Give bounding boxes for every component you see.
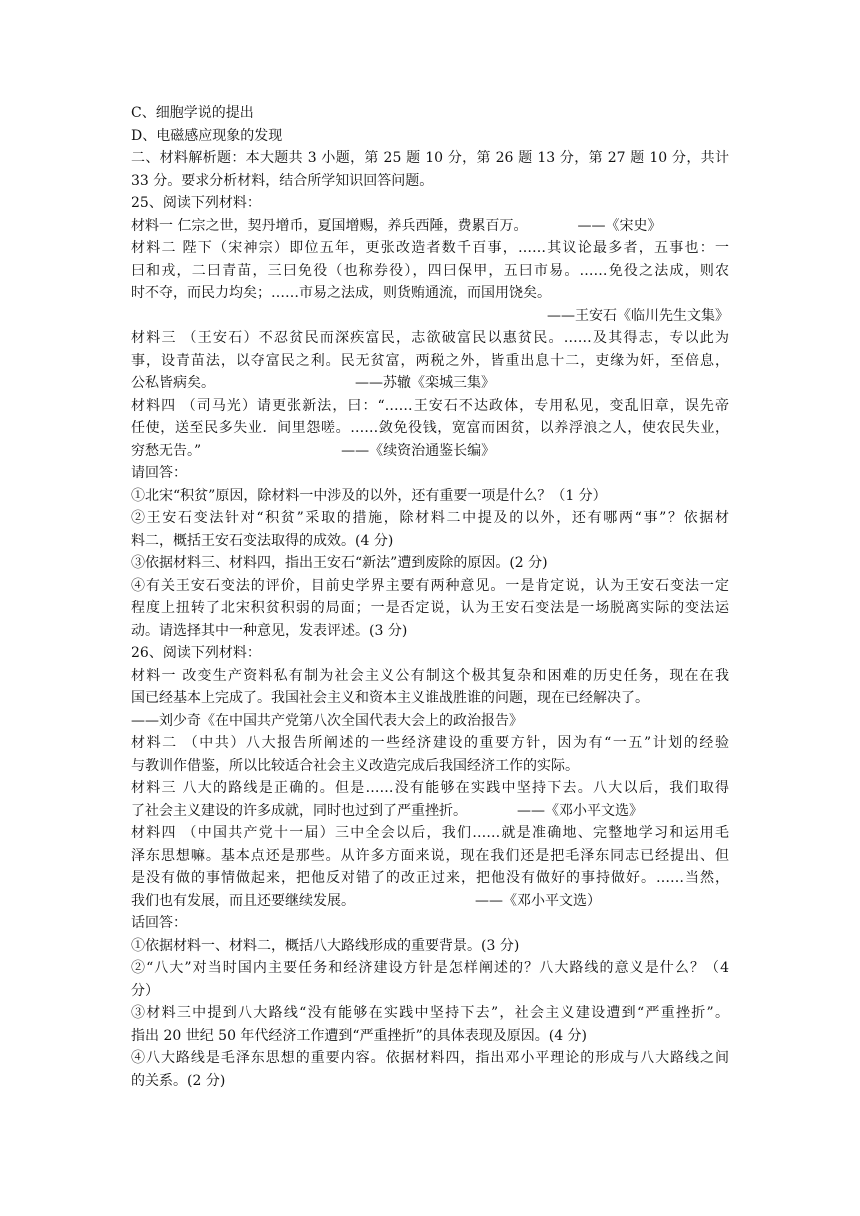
q25-m1-source: ——《宋史》 xyxy=(577,217,662,234)
q25-material2-line3: 时不夺，而民力均矣；……市易之法成，则货贿通流，而国用饶矣。 xyxy=(131,285,551,301)
q25-material2-line2: 曰和戎，二曰青苗，三曰免役（也称券役），四曰保甲，五曰市易。……免役之法成，则农 xyxy=(131,262,729,279)
q26-question4-line2: 的关系。(2 分) xyxy=(131,1072,226,1089)
q26-material3-line2 xyxy=(131,800,729,823)
q25-material3-line1: 材料三 （王安石）不忍贫民而深疾富民，志欲破富民以惠贫民。……及其得志，专以此为 xyxy=(131,330,729,346)
q26-material3-line1: 材料三 八大的路线是正确的。但是……没有能够在实践中坚持下去。八大以后，我们取得 xyxy=(131,780,729,796)
q26-question3-line2: 指出 20 世纪 50 年代经济工作遭到“严重挫折”的具体表现及原因。(4 分) xyxy=(131,1027,588,1044)
q25-question2-line1: ②王安石变法针对“积贫”采取的措施，除材料二中提及的以外，还有哪两“事”？依据材 xyxy=(131,510,729,526)
q25-question1: ①北宋“积贫”原因，除材料一中涉及的以外，还有重要一项是什么？（1 分） xyxy=(131,487,607,504)
q25-material3-line2: 事，设青苗法，以夺富民之利。民无贫富，两税之外，皆重出息十二，吏缘为奸，至倍息， xyxy=(131,352,729,369)
exam-page xyxy=(131,102,729,1092)
q25-m3-text: 公私皆病矣。 xyxy=(131,375,215,391)
q26-ask: 话回答： xyxy=(131,915,187,931)
option-c: C、细胞学说的提出 xyxy=(131,105,254,121)
q25-material4-line1: 材料四 （司马光）请更张新法，曰：“……王安石不达政体，专用私见，变乱旧章，误先帝 xyxy=(131,397,729,414)
q26-material4-line3: 是没有做的事情做起来，把他反对错了的改正过来，把他没有做好的事持做好。……当然， xyxy=(131,870,729,886)
q26-question1: ①依据材料一、材料二，概括八大路线形成的重要背景。(3 分) xyxy=(131,937,520,954)
q26-material2-line2: 与教训作借鉴，所以比较适合社会主义改造完成后我国经济工作的实际。 xyxy=(131,757,579,774)
section2-heading: 二、材料解析题：本大题共 3 小题，第 25 题 10 分，第 26 题 13 分，第 27 题 10 分，共计 xyxy=(131,150,729,166)
q26-m3-text: 了社会主义建设的许多成就，同时也过到了严重挫折。 xyxy=(131,802,467,819)
q26-material1-source: ——刘少奇《在中国共产党第八次全国代表大会上的政治报告》 xyxy=(131,712,523,729)
q25-material2-line1: 材料二 陛下（宋神宗）即位五年，更张改造者数千百事，……其议论最多者，五事也：一 xyxy=(131,240,729,256)
q25-m4-text: 穷愁无告。” xyxy=(131,442,202,459)
q25-question4-line1: ④有关王安石变法的评价，目前史学界主要有两种意见。一是肯定说，认为王安石变法一定 xyxy=(131,577,729,594)
q26-material4-line1: 材料四 （中国共产党十一届）三中全会以后，我们……就是准确地、完整地学习和运用毛 xyxy=(131,825,729,841)
q26-material1-line1: 材料一 改变生产资料私有制为社会主义公有制这个极其复杂和困难的历史任务，现在在我 xyxy=(131,667,729,684)
section2-heading-cont: 33 分。要求分析材料，结合所学知识回答问题。 xyxy=(131,172,434,189)
q25-material1 xyxy=(131,215,729,238)
q26-m3-source: ——《邓小平文选》 xyxy=(517,802,643,819)
q25-question4-line3: 动。请选择其中一种意见，发表评述。(3 分) xyxy=(131,622,408,639)
q25-material4-line2: 任使，送至民多失业．间里怨嗟。……敛免役钱，宽富而困贫，以养浮浪之人，使农民失业， xyxy=(131,420,729,436)
q25-material3-line3 xyxy=(131,372,729,395)
q26-question4-line1: ④八大路线是毛泽东思想的重要内容。依据材料四，指出邓小平理论的形成与八大路线之间 xyxy=(131,1050,729,1066)
q26-question3-line1: ③材料三中提到八大路线“没有能够在实践中坚持下去”，社会主义建设遭到“严重挫折”。 xyxy=(131,1005,729,1021)
q25-m3-source: ——苏辙《栾城三集》 xyxy=(355,375,495,391)
q26-material1-line2: 国已经基本上完成了。我国社会主义和资本主义谁战胜谁的问题，现在已经解决了。 xyxy=(131,690,649,706)
q25-m1-text: 材料一 仁宗之世，契丹增币，夏国增赐，养兵西陲，费累百万。 xyxy=(131,217,528,234)
q25-question3: ③依据材料三、材料四，指出王安石“新法”遭到废除的原因。(2 分) xyxy=(131,555,548,571)
q25-material2-source: ——王安石《临川先生文集》 xyxy=(547,307,729,324)
q26-m4-text: 我们也有发展，而且还要继续发展。 xyxy=(131,892,355,909)
q26-question2-line1: ②“八大”对当时国内主要任务和经济建设方针是怎样阐述的？八大路线的意义是什么？（4 xyxy=(131,960,729,976)
q26-material4-line4 xyxy=(131,890,729,913)
q25-question4-line2: 程度上扭转了北宋积贫积弱的局面；一是否定说，认为王安石变法是一场脱离实际的变法运 xyxy=(131,600,729,616)
option-d: D、电磁感应现象的发现 xyxy=(131,127,283,144)
q26-m4-source: ——《邓小平文选） xyxy=(475,892,601,909)
q26-material4-line2: 泽东思想嘛。基本点还是那些。从许多方面来说，现在我们还是把毛泽东同志已经提出、但 xyxy=(131,847,729,864)
q25-ask: 请回答： xyxy=(131,465,187,481)
q26-intro: 26、阅读下列材料： xyxy=(131,645,261,661)
q26-material2-line1: 材料二 （中共）八大报告所阐述的一些经济建设的重要方针，因为有“一五”计划的经验 xyxy=(131,735,729,751)
q25-m4-source: ——《续资治通鉴长编》 xyxy=(341,442,496,459)
q26-question2-line2: 分） xyxy=(131,982,159,999)
q25-question2-line2: 料二，概括王安石变法取得的成效。(4 分) xyxy=(131,532,394,549)
q25-material4-line3 xyxy=(131,440,729,463)
q25-intro: 25、阅读下列材料： xyxy=(131,195,261,211)
